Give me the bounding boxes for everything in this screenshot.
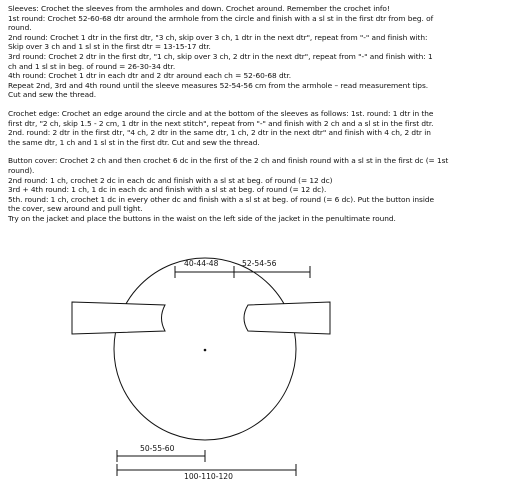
text-line: first dtr, "2 ch, skip 1.5 - 2 cm, 1 dtr in the next stitch", repeat from "-" and finish with 2 ch and a sl st in the first dtr. (8, 118, 434, 128)
right-sleeve (244, 302, 330, 334)
text-line: 2nd. round: 2 dtr in the first dtr, "4 ch, 2 dtr in the same dtr, 1 ch, 2 dtr in the next dtr" and finish with 4 ch, 2 dtr in (8, 128, 431, 138)
text-line: Cut and sew the thread. (8, 90, 97, 100)
text-line: Skip over 3 ch and 1 sl st in the first dtr = 13-15-17 dtr. (8, 42, 211, 52)
text-line: 3rd + 4th round: 1 ch, 1 dc in each dc and finish with a sl st at beg. of round (= 12 dc). (8, 185, 327, 195)
bottom-outer-measure-label: 100-110-120 (184, 472, 233, 480)
text-line: Repeat 2nd, 3rd and 4th round until the sleeve measures 52-54-56 cm from the armhole – read measurement tips. (8, 80, 429, 90)
text-line: Crochet edge: Crochet an edge around the circle and at the bottom of the sleeves as follows: 1st. round: 1 dtr in the (8, 108, 434, 118)
top-left-measure-label: 40-44-48 (184, 259, 219, 268)
text-line: the cover, sew around and pull tight. (8, 204, 143, 214)
text-line: Try on the jacket and place the buttons in the waist on the left side of the jacket in the penultimate round. (8, 213, 396, 223)
left-sleeve (72, 302, 165, 334)
center-dot (204, 349, 207, 352)
text-line: 2nd round: 1 ch, crochet 2 dc in each dc and finish with a sl st at beg. of round (= 12 dc) (8, 175, 333, 185)
text-line: 3rd round: Crochet 2 dtr in the first dtr, "1 ch, skip over 3 ch, 2 dtr in the next dtr", repeat from "-" and finish with: 1 (8, 51, 433, 61)
text-line: Button cover: Crochet 2 ch and then crochet 6 dc in the first of the 2 ch and finish round with a sl st in the first dc (= 1st (8, 156, 449, 166)
text-line: 4th round: Crochet 1 dtr in each dtr and 2 dtr around each ch = 52-60-68 dtr. (8, 71, 292, 81)
text-line: Sleeves: Crochet the sleeves from the armholes and down. Crochet around. Remember the crochet info! (8, 4, 390, 13)
text-line: ch and 1 sl st in beg. of round = 26-30-34 dtr. (8, 61, 176, 71)
text-line: 1st round: Crochet 52-60-68 dtr around the armhole from the circle and finish with a sl st in the first dtr from beg. of (8, 13, 434, 23)
text-line: 5th. round: 1 ch, crochet 1 dc in every other dc and finish with a sl st at beg. of round (= 6 dc). Put the button inside (8, 194, 434, 204)
text-line: round). (8, 165, 35, 175)
top-right-measure-label: 52-54-56 (242, 259, 277, 268)
text-line: round. (8, 23, 32, 33)
text-line: 2nd round: Crochet 1 dtr in the first dtr, "3 ch, skip over 3 ch, 1 dtr in the next dtr", repeat from "-" and finish with: (8, 32, 428, 42)
bottom-inner-measure-label: 50-55-60 (140, 444, 175, 453)
text-line: the same dtr, 1 ch and 1 sl st in the first dtr. Cut and sew the thread. (8, 137, 260, 147)
